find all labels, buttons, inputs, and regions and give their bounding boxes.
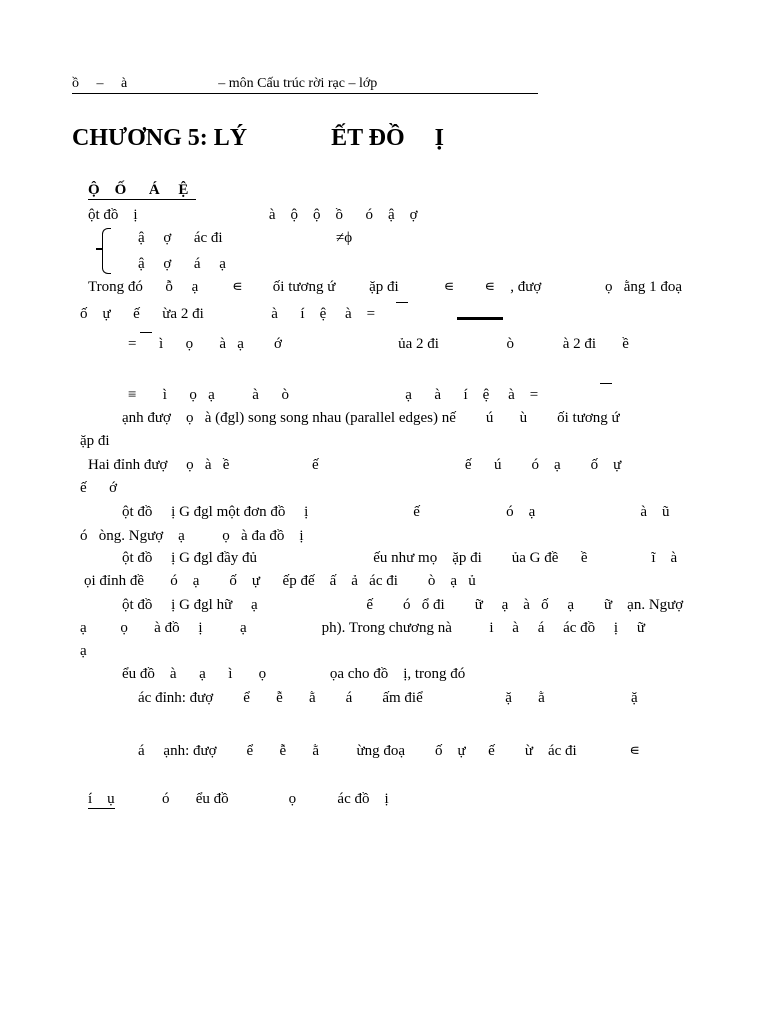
- body-line-19: ểu đồ à ạ ì ọ ọa cho đồ ị, trong đó: [122, 666, 466, 682]
- section-heading: Ộ Ố Á Ệ: [88, 181, 196, 200]
- example-label: í ụ: [88, 791, 115, 807]
- body-line-7: ≡ ì ọ ạ à ò ạ à í ệ à =: [128, 387, 539, 403]
- body-line-12: ột đồ ị G đgl một đơn đồ ị ế ó ạ à ũ: [122, 504, 670, 520]
- body-line-20: ác đỉnh: đượ ể ễ ằ á ấm điể ặ ằ ặ: [138, 690, 638, 706]
- body-line-5: ố ự ế ừa 2 đi à í ệ à =: [80, 306, 376, 322]
- body-line-1: ột đồ ị à ộ ộ ồ ó ậ ợ: [88, 207, 418, 223]
- body-line-2b: ≠ϕ: [336, 230, 353, 246]
- body-line-6: = ì ọ à ạ ớ ủa 2 đi ò à 2 đi ề: [128, 336, 629, 352]
- overline-mark-2: [140, 332, 152, 333]
- body-line-3: ậ ợ á ạ: [138, 256, 226, 272]
- body-line-18: ạ: [80, 643, 87, 659]
- overline-mark-3: [600, 383, 612, 384]
- body-line-22: ó ểu đồ ọ ác đồ ị: [162, 791, 389, 807]
- body-line-8: ạnh đượ ọ à (đgl) song song nhau (parallel edges) nế ú ù ối tương ứ: [122, 410, 620, 426]
- body-line-17: ạ ọ à đồ ị ạ ph). Trong chương nà i à á ác đồ ị ữ: [80, 620, 645, 636]
- body-line-10: Hai đỉnh đượ ọ à ề ế ế ú ó ạ ố ự: [88, 457, 622, 473]
- body-line-15: ọi đỉnh đề ó ạ ố ự ếp đế ấ ả ác đi ò ạ ủ: [84, 573, 476, 589]
- set-brace-symbol: [102, 228, 111, 274]
- body-line-16: ột đồ ị G đgl hữ ạ ế ó ổ đi ữ ạ à ố ạ ữ ạn. Ngượ: [122, 597, 684, 613]
- body-line-9: ặp đi: [80, 433, 110, 449]
- body-line-11: ế ớ: [80, 480, 118, 496]
- chapter-title: CHƯƠNG 5: LÝ ẾT ĐỒ Ị: [72, 125, 445, 151]
- body-line-2a: ậ ợ ác đi: [138, 230, 223, 246]
- overline-mark-1: [396, 302, 408, 303]
- body-line-13: ó òng. Ngượ ạ ọ à đa đồ ị: [80, 528, 304, 544]
- body-line-21: á ạnh: đượ ể ễ ằ ừng đoạ ố ự ế ừ ác đi ∊: [138, 743, 640, 759]
- body-line-4: Trong đó ỗ ạ ∊ ối tương ứ ặp đi ∊ ∊ , đượ ọ ằng 1 đoạ: [88, 279, 683, 295]
- edge-bar-symbol: [457, 317, 503, 320]
- page-header: ồ – à – môn Cấu trúc rời rạc – lớp: [72, 75, 538, 94]
- set-brace-tip: [96, 248, 103, 250]
- body-line-14: ột đồ ị G đgl đầy đủ ếu như mọ ặp đi ủa G đề ề ĩ à: [122, 550, 678, 566]
